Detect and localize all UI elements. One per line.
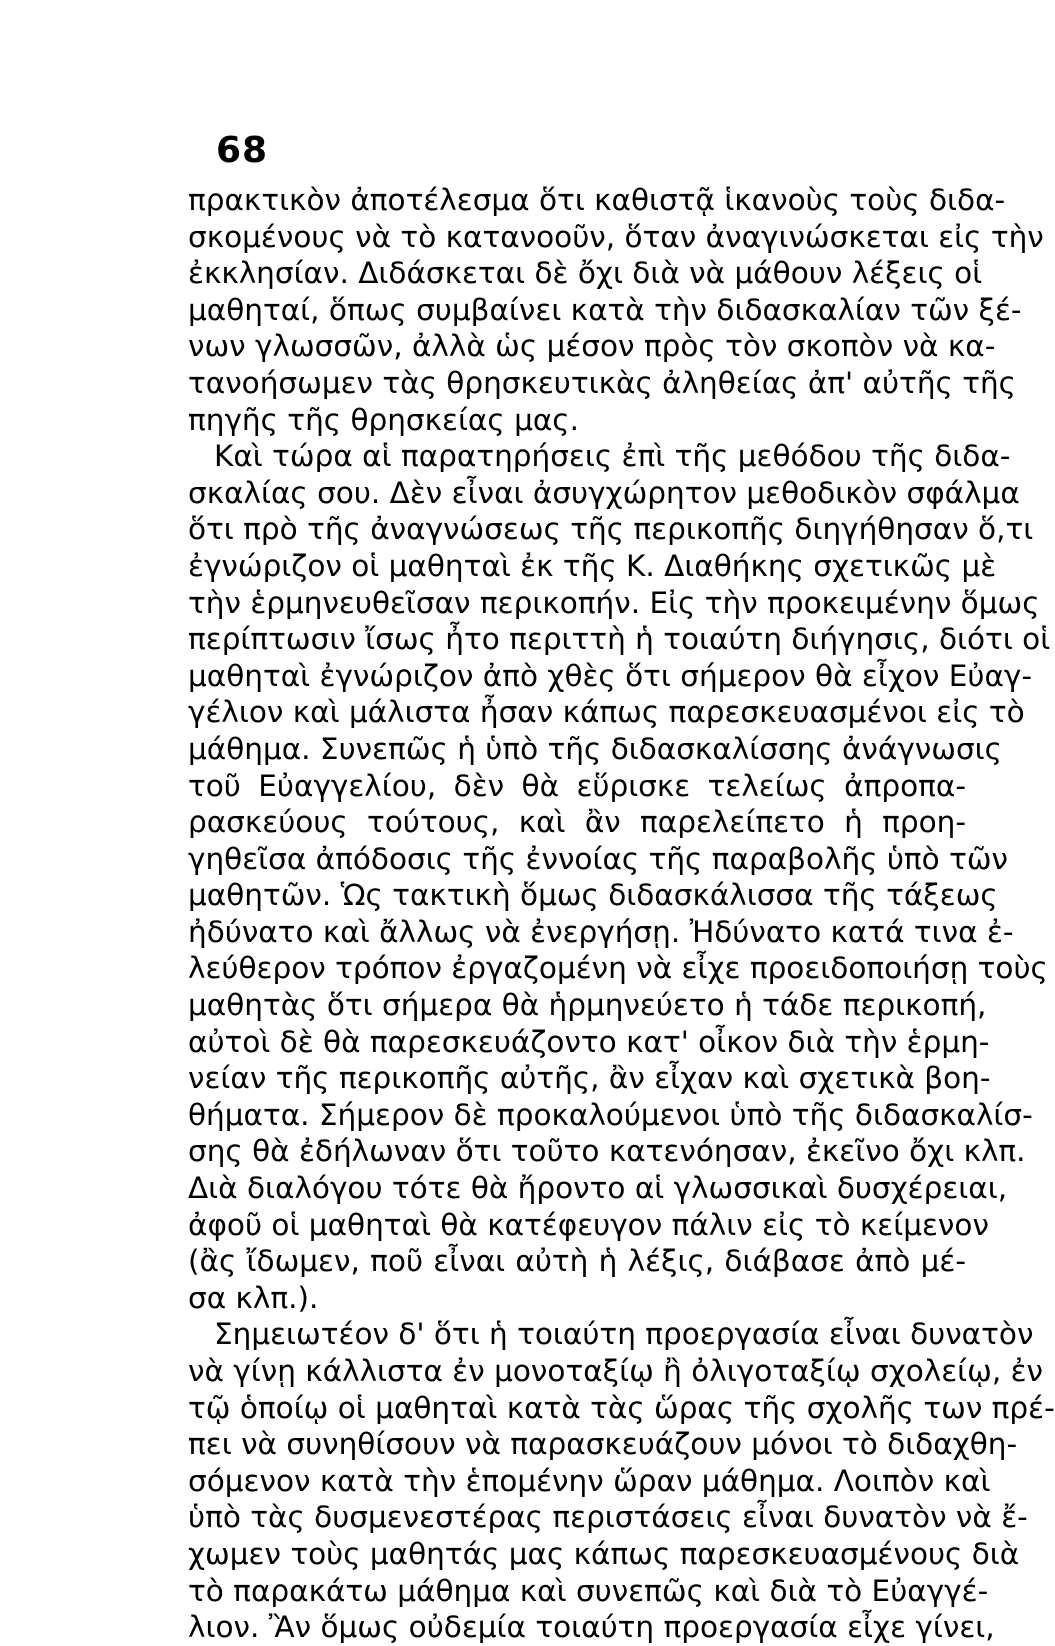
text-line: μαθηταὶ ἐγνώριζον ἀπὸ χθὲς ὅτι σήμερον θὰ εἶχον Εὐαγ- <box>188 658 1033 693</box>
text-line: γέλιον καὶ μάλιστα ἦσαν κάπως παρεσκευασμένοι εἰς τὸ <box>188 695 1025 730</box>
text-line: Σημειωτέον δ' ὅτι ἡ τοιαύτη προεργασία εἶναι δυνατὸν <box>214 1317 1034 1352</box>
text-line: ἠδύνατο καὶ ἄλλως νὰ ἐνεργήσῃ. Ἠδύνατο κατά τινα ἐ- <box>188 914 1014 949</box>
text-line: τὸ παρακάτω μάθημα καὶ συνεπῶς καὶ διὰ τὸ Εὐαγγέ- <box>188 1573 989 1608</box>
text-line: σα κλπ.). <box>188 1280 319 1315</box>
page-number: 68 <box>216 130 269 171</box>
text-line: νων γλωσσῶν, ἀλλὰ ὡς μέσον πρὸς τὸν σκοπὸν νὰ κα- <box>188 329 996 364</box>
text-line: περίπτωσιν ἴσως ἦτο περιττὴ ἡ τοιαύτη διήγησις, διότι οἱ <box>188 622 1051 657</box>
text-body <box>188 182 1055 1646</box>
text-line: ἀφοῦ οἱ μαθηταὶ θὰ κατέφευγον πάλιν εἰς τὸ κείμενον <box>188 1207 989 1242</box>
text-line: μαθητὰς ὅτι σήμερα θὰ ἡρμηνεύετο ἡ τάδε περικοπή, <box>188 988 987 1023</box>
text-line: σκομένους νὰ τὸ κατανοοῦν, ὅταν ἀναγινώσκεται εἰς τὴν <box>188 219 1044 254</box>
text-line: θήματα. Σήμερον δὲ προκαλούμενοι ὑπὸ τῆς διδασκαλίσ- <box>188 1097 1033 1132</box>
text-line: πει νὰ συνηθίσουν νὰ παρασκευάζουν μόνοι τὸ διδαχθη- <box>188 1427 1018 1462</box>
text-line: (ἂς ἴδωμεν, ποῦ εἶναι αὐτὴ ἡ λέξις, διάβασε ἀπὸ μέ- <box>188 1244 966 1279</box>
text-line: πηγῆς τῆς θρησκείας μας. <box>188 402 579 437</box>
text-line: λεύθερον τρόπον ἐργαζομένη νὰ εἶχε προειδοποιήσῃ τοὺς <box>188 951 1048 986</box>
text-line: τανοήσωμεν τὰς θρησκευτικὰς ἀληθείας ἀπ' αὐτῆς τῆς <box>188 365 1016 400</box>
text-line: λιον. Ἂν ὅμως οὐδεμία τοιαύτη προεργασία εἶχε γίνει, <box>188 1610 995 1645</box>
text-line: ὅτι πρὸ τῆς ἀναγνώσεως τῆς περικοπῆς διηγήθησαν ὅ,τι <box>188 512 1034 547</box>
text-line: τῷ ὁποίῳ οἱ μαθηταὶ κατὰ τὰς ὥρας τῆς σχολῆς των πρέ- <box>188 1390 1055 1425</box>
text-line: μαθηταί, ὅπως συμβαίνει κατὰ τὴν διδασκαλίαν τῶν ξέ- <box>188 292 1022 327</box>
text-line: ὑπὸ τὰς δυσμενεστέρας περιστάσεις εἶναι δυνατὸν νὰ ἔ- <box>188 1500 1028 1535</box>
text-line: νὰ γίνῃ κάλλιστα ἐν μονοταξίῳ ἢ ὀλιγοταξίῳ σχολείῳ, ἐν <box>188 1354 1044 1388</box>
text-line: ρασκεύους τούτους, καὶ ἂν παρελείπετο ἡ προη- <box>188 805 966 840</box>
text-line: σκαλίας σου. Δὲν εἶναι ἀσυγχώρητον μεθοδικὸν σφάλμα <box>188 475 1020 510</box>
text-line: Καὶ τώρα αἱ παρατηρήσεις ἐπὶ τῆς μεθόδου τῆς διδα- <box>214 439 1011 474</box>
text-line: ἐκκλησίαν. Διδάσκεται δὲ ὄχι διὰ νὰ μάθουν λέξεις οἱ <box>188 256 983 291</box>
text-line: αὐτοὶ δὲ θὰ παρεσκευάζοντο κατ' οἶκον διὰ τὴν ἑρμη- <box>188 1024 990 1059</box>
text-line: ἐγνώριζον οἱ μαθηταὶ ἐκ τῆς Κ. Διαθήκης σχετικῶς μὲ <box>188 548 997 583</box>
text-line: τοῦ Εὐαγγελίου, δὲν θὰ εὕρισκε τελείως ἀπροπα- <box>188 768 966 803</box>
text-line: γηθεῖσα ἀπόδοσις τῆς ἐννοίας τῆς παραβολῆς ὑπὸ τῶν <box>188 841 1009 876</box>
text-line: τὴν ἑρμηνευθεῖσαν περικοπήν. Εἰς τὴν προκειμένην ὅμως <box>188 585 1040 620</box>
text-line: μαθητῶν. Ὡς τακτικὴ ὅμως διδασκάλισσα τῆς τάξεως <box>188 878 998 913</box>
text-line: νείαν τῆς περικοπῆς αὐτῆς, ἂν εἶχαν καὶ σχετικὰ βοη- <box>188 1061 991 1096</box>
text-line: σόμενον κατὰ τὴν ἑπομένην ὥραν μάθημα. Λοιπὸν καὶ <box>188 1463 991 1498</box>
text-line: πρακτικὸν ἀποτέλεσμα ὅτι καθιστᾷ ἱκανοὺς τοὺς διδα- <box>188 183 1006 217</box>
text-line: Διὰ διαλόγου τότε θὰ ἤροντο αἱ γλωσσικαὶ δυσχέρειαι, <box>188 1171 1008 1206</box>
text-line: σης θὰ ἐδήλωναν ὅτι τοῦτο κατενόησαν, ἐκεῖνο ὄχι κλπ. <box>188 1134 1026 1169</box>
text-line: χωμεν τοὺς μαθητάς μας κάπως παρεσκευασμένους διὰ <box>188 1536 1020 1571</box>
text-line: μάθημα. Συνεπῶς ἡ ὑπὸ τῆς διδασκαλίσσης ἀνάγνωσις <box>188 731 1002 766</box>
